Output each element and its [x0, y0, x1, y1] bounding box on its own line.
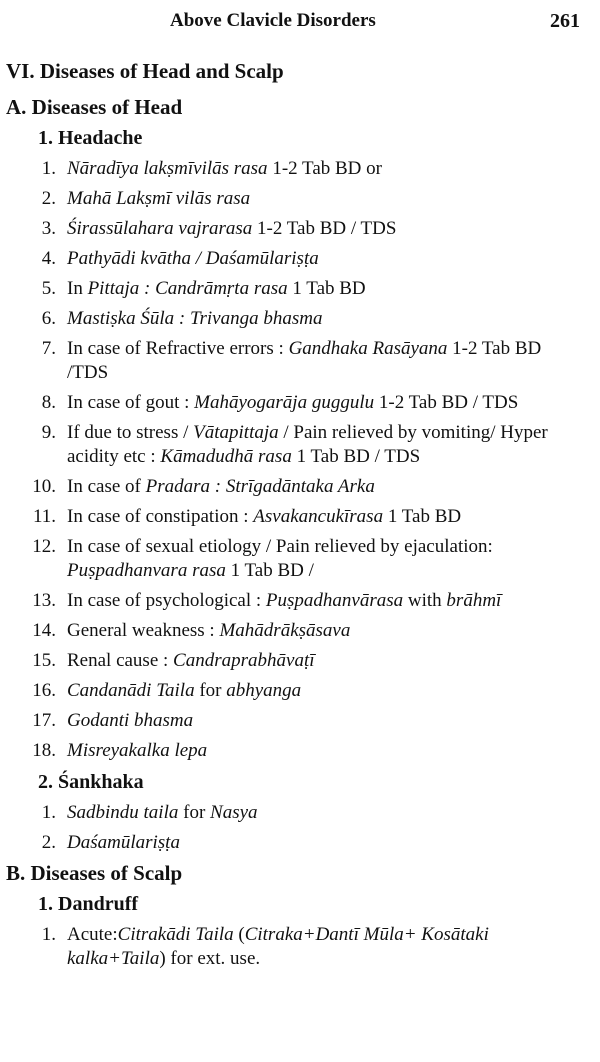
- item-text: 1 Tab BD / TDS: [291, 446, 421, 467]
- list-item: [0, 502, 577, 532]
- list-item: [0, 736, 577, 766]
- item-text: Renal cause :: [67, 650, 174, 671]
- remedy-name: Pathyādi kvātha / Daśamūlariṣṭa: [67, 248, 319, 269]
- remedy-name: Candanādi Taila: [67, 680, 195, 701]
- remedy-name: Puṣpadhanvara rasa: [67, 560, 226, 581]
- item-text: with: [403, 590, 447, 611]
- item-text: 1-2 Tab BD or: [267, 158, 382, 179]
- item-number: 5.: [41, 278, 56, 299]
- item-text: In case of Refractive errors :: [67, 338, 289, 359]
- page-content: [0, 56, 600, 974]
- item-number: 2.: [41, 188, 56, 209]
- list-item: [0, 920, 577, 974]
- remedy-name: Mahādrākṣāsava: [219, 620, 351, 641]
- item-text: In case of psychological :: [67, 590, 266, 611]
- list-item: [0, 184, 577, 214]
- remedy-name: brāhmī: [446, 590, 502, 611]
- item-number: 9.: [41, 422, 56, 443]
- list-item: [0, 214, 577, 244]
- list-item: [0, 532, 577, 586]
- list-item: [0, 586, 577, 616]
- item-text: / Pain relieved by vomiting/ Hyper acidity etc :: [67, 422, 548, 467]
- remedy-name: Gandhaka Rasāyana: [288, 338, 448, 359]
- item-number: 18.: [32, 740, 56, 761]
- item-number: 13.: [32, 590, 56, 611]
- item-text: (: [233, 924, 245, 945]
- item-number: 17.: [32, 710, 56, 731]
- item-text: General weakness :: [67, 620, 220, 641]
- item-number: 3.: [41, 218, 56, 239]
- remedy-name: Candraprabhāvaṭī: [173, 650, 315, 671]
- list-item: [0, 274, 577, 304]
- list-item: [0, 646, 577, 676]
- list-item: [0, 676, 577, 706]
- remedy-name: Daśamūlariṣṭa: [67, 832, 180, 853]
- page-number: 261: [550, 10, 580, 32]
- item-number: 14.: [32, 620, 56, 641]
- remedy-name: Kāmadudhā rasa: [160, 446, 292, 467]
- list-item: [0, 418, 577, 472]
- item-number: 2.: [41, 832, 56, 853]
- item-number: 12.: [32, 536, 56, 557]
- item-number: 1.: [41, 158, 56, 179]
- item-text: In case of sexual etiology / Pain relieved by ejaculation:: [67, 536, 493, 557]
- item-number: 1.: [41, 802, 56, 823]
- running-title: Above Clavicle Disorders: [170, 10, 376, 31]
- item-text: If due to stress /: [67, 422, 194, 443]
- subsection-heading: A. Diseases of Head: [6, 95, 183, 119]
- item-text: for: [194, 680, 227, 701]
- remedy-name: Asvakancukīrasa: [253, 506, 384, 527]
- item-number: 10.: [32, 476, 56, 497]
- item-text: In: [67, 278, 88, 299]
- item-number: 7.: [41, 338, 56, 359]
- remedy-name: Godanti bhasma: [67, 710, 194, 731]
- item-text: Acute:: [67, 924, 118, 945]
- list-item: [0, 304, 577, 334]
- item-text: 1-2 Tab BD / TDS: [374, 392, 519, 413]
- remedy-name: Sadbindu taila: [67, 802, 179, 823]
- remedy-name: Puṣpadhanvārasa: [265, 590, 404, 611]
- section-heading: VI. Diseases of Head and Scalp: [6, 59, 284, 83]
- remedy-name: Mahāyogarāja guggulu: [194, 392, 375, 413]
- remedy-name: Pittaja : Candrāmṛta rasa: [87, 278, 288, 299]
- remedy-name: Citrakādi Taila: [117, 924, 234, 945]
- remedy-name: abhyanga: [226, 680, 302, 701]
- remedy-name: Mahā Lakṣmī vilās rasa: [67, 188, 251, 209]
- list-item: [0, 334, 577, 388]
- list-item: [0, 798, 577, 828]
- item-number: 1.: [41, 924, 56, 945]
- group-heading: 2. Śankhaka: [38, 771, 144, 793]
- list-item: [0, 706, 577, 736]
- remedy-name: Nāradīya lakṣmīvilās rasa: [67, 158, 268, 179]
- item-text: In case of gout :: [67, 392, 195, 413]
- remedy-name: Vātapittaja: [193, 422, 279, 443]
- remedy-name: Pradara : Strīgadāntaka Arka: [145, 476, 375, 497]
- item-text: In case of: [67, 476, 146, 497]
- remedy-name: Misreyakalka lepa: [67, 740, 208, 761]
- item-number: 16.: [32, 680, 56, 701]
- list-item: [0, 154, 577, 184]
- subsections: [0, 92, 600, 974]
- running-header: [0, 8, 600, 36]
- item-text: ) for ext. use.: [159, 948, 261, 969]
- item-number: 15.: [32, 650, 56, 671]
- group-heading: 1. Dandruff: [38, 893, 139, 915]
- list-item: [0, 388, 577, 418]
- item-text: 1 Tab BD: [287, 278, 366, 299]
- item-number: 6.: [41, 308, 56, 329]
- list-item: [0, 472, 577, 502]
- item-number: 11.: [32, 506, 56, 527]
- item-text: 1-2 Tab BD /TDS: [67, 338, 542, 383]
- remedy-name: Nasya: [210, 802, 258, 823]
- item-text: In case of constipation :: [67, 506, 254, 527]
- list-item: [0, 828, 577, 858]
- item-number: 4.: [41, 248, 56, 269]
- group-heading: 1. Headache: [38, 127, 143, 149]
- list-item: [0, 244, 577, 274]
- item-text: 1 Tab BD /: [225, 560, 314, 581]
- item-text: 1 Tab BD: [383, 506, 462, 527]
- item-number: 8.: [41, 392, 56, 413]
- item-text: 1-2 Tab BD / TDS: [252, 218, 397, 239]
- subsection-heading: B. Diseases of Scalp: [6, 861, 183, 885]
- list-item: [0, 616, 577, 646]
- remedy-name: Śirassūlahara vajrarasa: [67, 218, 253, 239]
- remedy-name: Mastiṣka Śūla : Trivanga bhasma: [67, 308, 323, 329]
- item-text: for: [178, 802, 211, 823]
- remedy-name: Citraka+Dantī Mūla+ Kosātaki kalka+Taila: [67, 924, 489, 969]
